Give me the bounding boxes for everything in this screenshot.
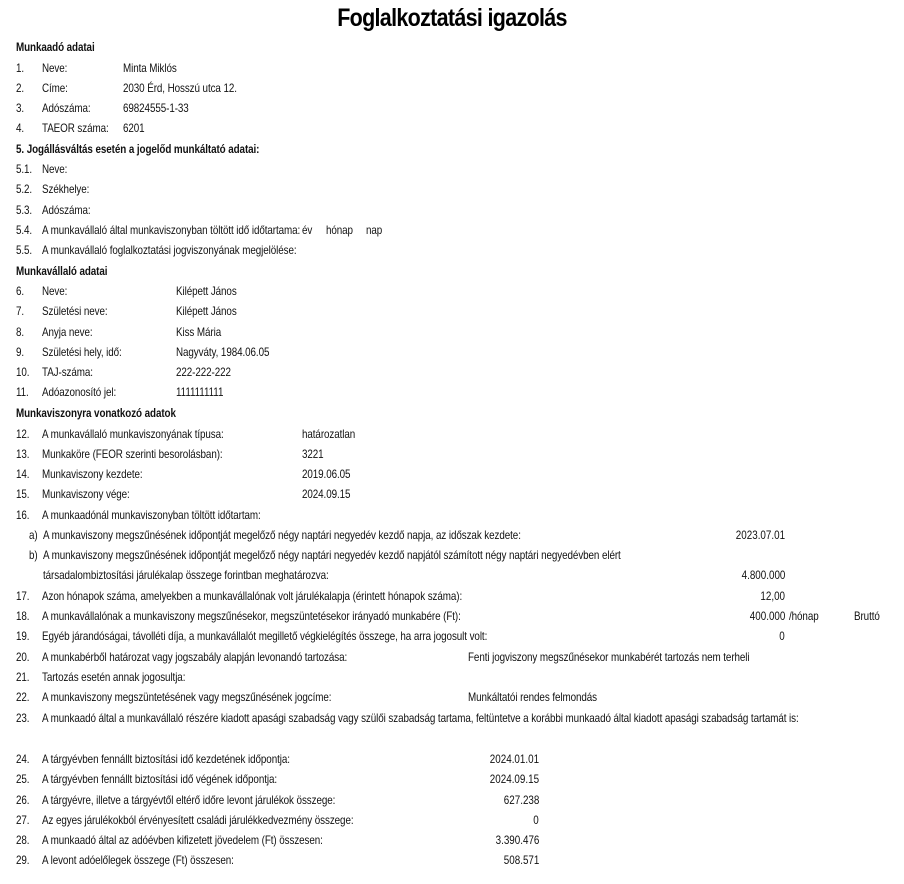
- field-label: Adóazonosító jel:: [42, 385, 117, 399]
- row-number: 23.: [16, 711, 30, 725]
- row-number: 26.: [16, 793, 30, 807]
- row-number: 5.2.: [16, 182, 33, 196]
- row-number: 18.: [16, 609, 30, 623]
- row-number: 21.: [16, 670, 30, 684]
- field-label: Az egyes járulékokból érvényesített családi járulékkedvezmény összege:: [42, 813, 354, 827]
- row-number: 2.: [16, 81, 25, 95]
- sub-letter: b): [29, 548, 38, 562]
- field-label: A munkaviszony megszüntetésének vagy megszűnésének jogcíme:: [42, 690, 332, 704]
- field-label: TAEOR száma:: [42, 121, 109, 135]
- field-label: A tárgyévben fennállt biztosítási idő végének időpontja:: [42, 772, 278, 786]
- field-label: A tárgyévben fennállt biztosítási idő kezdetének időpontja:: [42, 752, 290, 766]
- row-number: 5.4.: [16, 223, 33, 237]
- field-label: Születési neve:: [42, 304, 108, 318]
- section-heading-employment: Munkaviszonyra vonatkozó adatok: [16, 406, 176, 420]
- field-value: 2030 Érd, Hosszú utca 12.: [123, 81, 237, 95]
- field-value: 400.000: [749, 609, 785, 623]
- row-number: 12.: [16, 427, 30, 441]
- field-label-continued: társadalombiztosítási járulékalap összege forintban meghatározva:: [43, 568, 329, 582]
- row-number: 4.: [16, 121, 25, 135]
- field-value: Munkáltatói rendes felmondás: [468, 690, 597, 704]
- unit-nap: nap: [366, 223, 383, 237]
- row-number: 28.: [16, 833, 30, 847]
- field-label: Egyéb járandóságai, távolléti díja, a munkavállalót megillető végkielégítés összege, ha arra jogosult volt:: [42, 629, 488, 643]
- field-value: 627.238: [503, 793, 539, 807]
- document-title: Foglalkoztatási igazolás: [337, 4, 567, 32]
- row-number: 27.: [16, 813, 30, 827]
- field-value: 4.800.000: [741, 568, 785, 582]
- sub-letter: a): [29, 528, 38, 542]
- wage-type: Bruttó: [854, 609, 880, 623]
- field-value: 3221: [302, 447, 324, 461]
- field-label: Adószáma:: [42, 101, 91, 115]
- row-number: 16.: [16, 508, 30, 522]
- field-label: A levont adóelőlegek összege (Ft) összesen:: [42, 853, 234, 867]
- field-label: A munkavállaló által munkaviszonyban töltött idő időtartama:: [42, 223, 301, 237]
- field-value: 508.571: [503, 853, 539, 867]
- field-value: Minta Miklós: [123, 61, 177, 75]
- field-value: 12,00: [760, 589, 785, 603]
- field-value: 2024.09.15: [489, 772, 539, 786]
- row-number: 15.: [16, 487, 30, 501]
- row-number: 24.: [16, 752, 30, 766]
- field-label: A munkavállalónak a munkaviszony megszűnésekor, megszüntetésekor irányadó munkabére (Ft):: [42, 609, 461, 623]
- row-number: 29.: [16, 853, 30, 867]
- field-label: TAJ-száma:: [42, 365, 93, 379]
- field-label: Székhelye:: [42, 182, 90, 196]
- field-label: Munkaviszony kezdete:: [42, 467, 143, 481]
- row-number: 17.: [16, 589, 30, 603]
- unit-honap: hónap: [326, 223, 353, 237]
- row-number: 10.: [16, 365, 30, 379]
- field-label: A munkaadó által az adóévben kifizetett jövedelem (Ft) összesen:: [42, 833, 323, 847]
- field-label: Születési hely, idő:: [42, 345, 122, 359]
- field-label: Azon hónapok száma, amelyekben a munkavállalónak volt járulékalapja (érintett hónapok száma):: [42, 589, 463, 603]
- field-label: Anyja neve:: [42, 325, 93, 339]
- field-label: A tárgyévre, illetve a tárgyévtől eltérő időre levont járulékok összege:: [42, 793, 336, 807]
- field-value: 6201: [123, 121, 145, 135]
- field-label: A munkabérből határozat vagy jogszabály alapján levonandó tartozása:: [42, 650, 348, 664]
- field-value: 2024.01.01: [489, 752, 539, 766]
- row-number: 3.: [16, 101, 25, 115]
- field-label: Munkaköre (FEOR szerinti besorolásban):: [42, 447, 223, 461]
- field-label: A munkaviszony megszűnésének időpontját megelőző négy naptári negyedév kezdő napjától számított négy naptári negyedévben elért: [43, 548, 621, 562]
- field-value: 1111111111: [176, 385, 224, 399]
- field-value: Kilépett János: [176, 284, 237, 298]
- field-label: Neve:: [42, 61, 68, 75]
- field-label: A munkaadó által a munkavállaló részére kiadott apasági szabadság vagy szülői szabadság tartama, feltüntetve a korábbi munkaadó által kiadott apasági szabadság tartamát is:: [42, 711, 799, 725]
- field-label: Neve:: [42, 284, 68, 298]
- field-label: A munkaadónál munkaviszonyban töltött időtartam:: [42, 508, 261, 522]
- field-value: 2019.06.05: [302, 467, 351, 481]
- field-label: Neve:: [42, 162, 68, 176]
- field-value: Kilépett János: [176, 304, 237, 318]
- wage-unit: /hónap: [789, 609, 819, 623]
- row-number: 7.: [16, 304, 25, 318]
- field-value: 2024.09.15: [302, 487, 351, 501]
- section-heading-employee: Munkavállaló adatai: [16, 264, 108, 278]
- field-value: 3.390.476: [495, 833, 539, 847]
- field-value: 0: [779, 629, 785, 643]
- row-number: 6.: [16, 284, 25, 298]
- field-value: Kiss Mária: [176, 325, 222, 339]
- section-heading-successor: 5. Jogállásváltás esetén a jogelőd munkáltató adatai:: [16, 142, 260, 156]
- row-number: 14.: [16, 467, 30, 481]
- row-number: 13.: [16, 447, 30, 461]
- field-value: Fenti jogviszony megszűnésekor munkabérét tartozás nem terheli: [468, 650, 750, 664]
- field-label: Adószáma:: [42, 203, 91, 217]
- field-label: A munkavállaló munkaviszonyának típusa:: [42, 427, 224, 441]
- row-number: 9.: [16, 345, 25, 359]
- field-value: határozatlan: [302, 427, 356, 441]
- row-number: 11.: [16, 385, 29, 399]
- field-label: Tartozás esetén annak jogosultja:: [42, 670, 186, 684]
- row-number: 1.: [16, 61, 25, 75]
- row-number: 5.5.: [16, 243, 33, 257]
- field-label: A munkavállaló foglalkoztatási jogviszonyának megjelölése:: [42, 243, 297, 257]
- field-value: 69824555-1-33: [123, 101, 189, 115]
- field-label: Címe:: [42, 81, 68, 95]
- field-label: A munkaviszony megszűnésének időpontját megelőző négy naptári negyedév kezdő napja, az időszak kezdete:: [43, 528, 521, 542]
- section-heading-employer: Munkaadó adatai: [16, 40, 95, 54]
- unit-ev: év: [302, 223, 313, 237]
- row-number: 20.: [16, 650, 30, 664]
- row-number: 5.1.: [16, 162, 33, 176]
- row-number: 19.: [16, 629, 30, 643]
- row-number: 25.: [16, 772, 30, 786]
- row-number: 5.3.: [16, 203, 33, 217]
- field-value: 222-222-222: [176, 365, 231, 379]
- row-number: 22.: [16, 690, 30, 704]
- field-value: 0: [533, 813, 539, 827]
- field-value: Nagyváty, 1984.06.05: [176, 345, 270, 359]
- field-value: 2023.07.01: [735, 528, 785, 542]
- row-number: 8.: [16, 325, 25, 339]
- field-label: Munkaviszony vége:: [42, 487, 130, 501]
